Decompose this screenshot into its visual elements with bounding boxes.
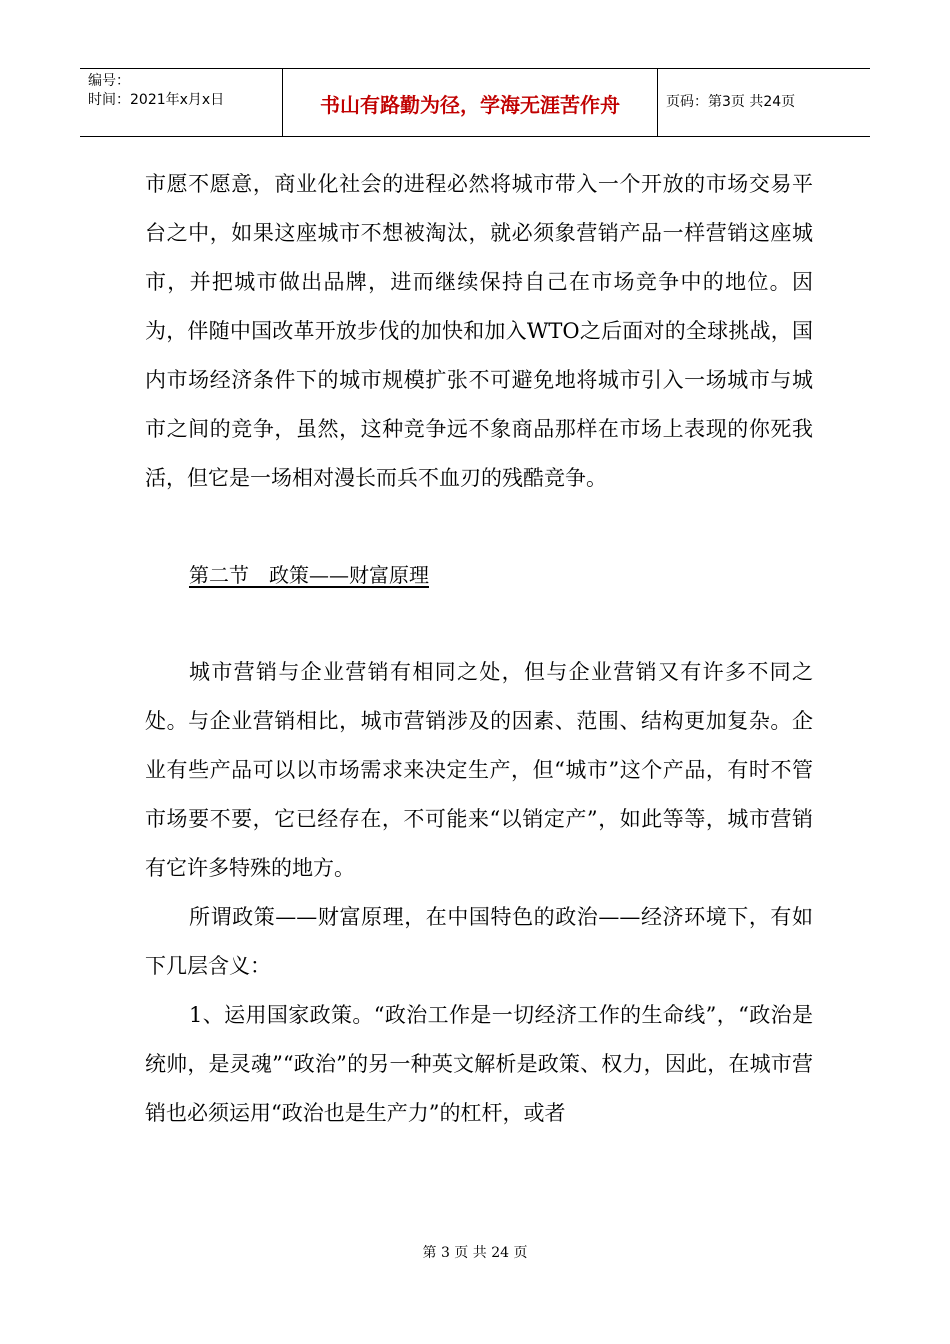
document-date: 时间：2021年x月x日 — [88, 92, 225, 108]
header-center-cell — [283, 69, 658, 136]
section-heading — [145, 551, 813, 600]
paragraph-1: 市愿不愿意，商业化社会的进程必然将城市带入一个开放的市场交易平台之中，如果这座城市不想被淘汰，就必须象营销产品一样营销这座城市，并把城市做出品牌，进而继续保持自己在市场竞争中的地位。因为，伴随中国改革开放步伐的加快和加入WTO之后面对的全球挑战，国内市场经济条件下的城市规模扩张不可避免地将城市引入一场城市与城市之间的竞争，虽然，这种竞争远不象商品那样在市场上表现的你死我活，但它是一场相对漫长而兵不血刃的残酷竞争。 — [145, 172, 813, 490]
spacer — [145, 503, 813, 551]
header-page-info: 页码：第3页 共24页 — [666, 94, 796, 110]
document-body — [145, 160, 813, 1138]
document-header — [80, 68, 870, 137]
header-right-cell — [658, 69, 870, 136]
spacer — [145, 600, 813, 648]
header-motto: 书山有路勤为径，学海无涯苦作舟 — [320, 93, 620, 117]
paragraph-3: 所谓政策——财富原理，在中国特色的政治——经济环境下，有如下几层含义： — [145, 905, 813, 978]
header-left-cell — [80, 69, 283, 136]
page-footer: 第 3 页 共 24 页 — [422, 1245, 528, 1261]
paragraph-2: 城市营销与企业营销有相同之处，但与企业营销又有许多不同之处。与企业营销相比，城市营销涉及的因素、范围、结构更加复杂。企业有些产品可以以市场需求来决定生产，但“城市”这个产品，有时不管市场要不要，它已经存在，不可能来“以销定产”，如此等等，城市营销有它许多特殊的地方。 — [145, 660, 813, 880]
section-heading-text: 第二节 政策——财富原理 — [189, 563, 429, 587]
paragraph-4: 1、运用国家政策。“政治工作是一切经济工作的生命线”，“政治是统帅，是灵魂”“政治”的另一种英文解析是政策、权力，因此，在城市营销也必须运用“政治也是生产力”的杠杆，或者 — [145, 1003, 813, 1125]
document-number-label: 编号： — [88, 73, 130, 89]
